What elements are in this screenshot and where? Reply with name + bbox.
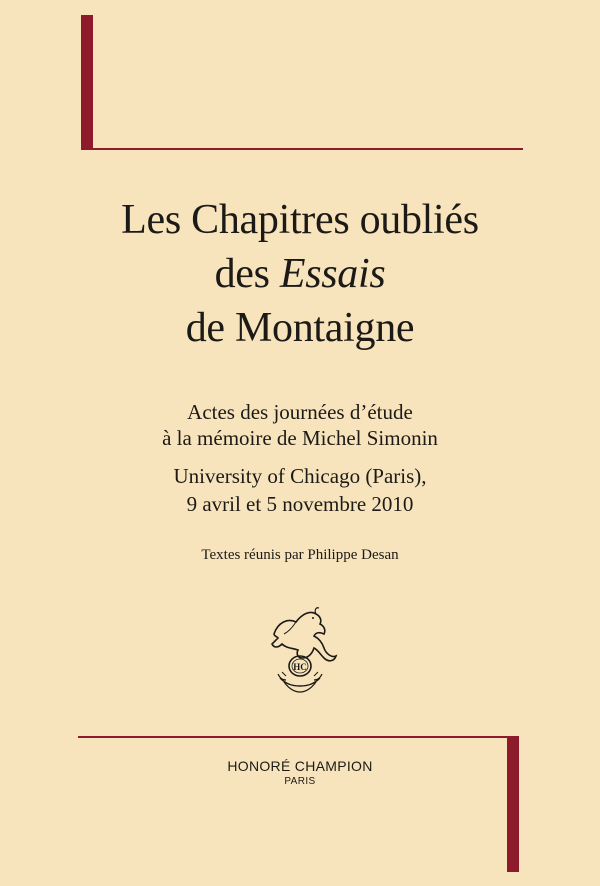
- book-editor: Textes réunis par Philippe Desan: [201, 547, 399, 563]
- title-line-1: Les Chapitres oubliés: [121, 197, 479, 243]
- bottom-rule: [78, 736, 508, 738]
- subtitle-line-1: Actes des journées d’étude: [187, 400, 413, 424]
- top-rule: [93, 148, 523, 150]
- horse-emblem-icon: [262, 604, 344, 694]
- title-line-3: de Montaigne: [185, 305, 415, 351]
- top-accent-bar: [81, 15, 93, 150]
- title-italic-word: Essais: [279, 251, 386, 297]
- title-line-2: des Essais: [214, 251, 386, 297]
- publisher-name: HONORÉ CHAMPION: [227, 758, 373, 774]
- subtitle-line-2: à la mémoire de Michel Simonin: [162, 426, 438, 450]
- venue-line-2: 9 avril et 5 novembre 2010: [186, 492, 414, 516]
- book-venue: [0, 462, 600, 518]
- venue-line-1: University of Chicago (Paris),: [173, 464, 427, 488]
- publisher-city: PARIS: [284, 776, 316, 787]
- book-subtitle: [0, 399, 600, 451]
- book-title: [0, 193, 600, 355]
- logo-monogram: HC: [293, 662, 307, 672]
